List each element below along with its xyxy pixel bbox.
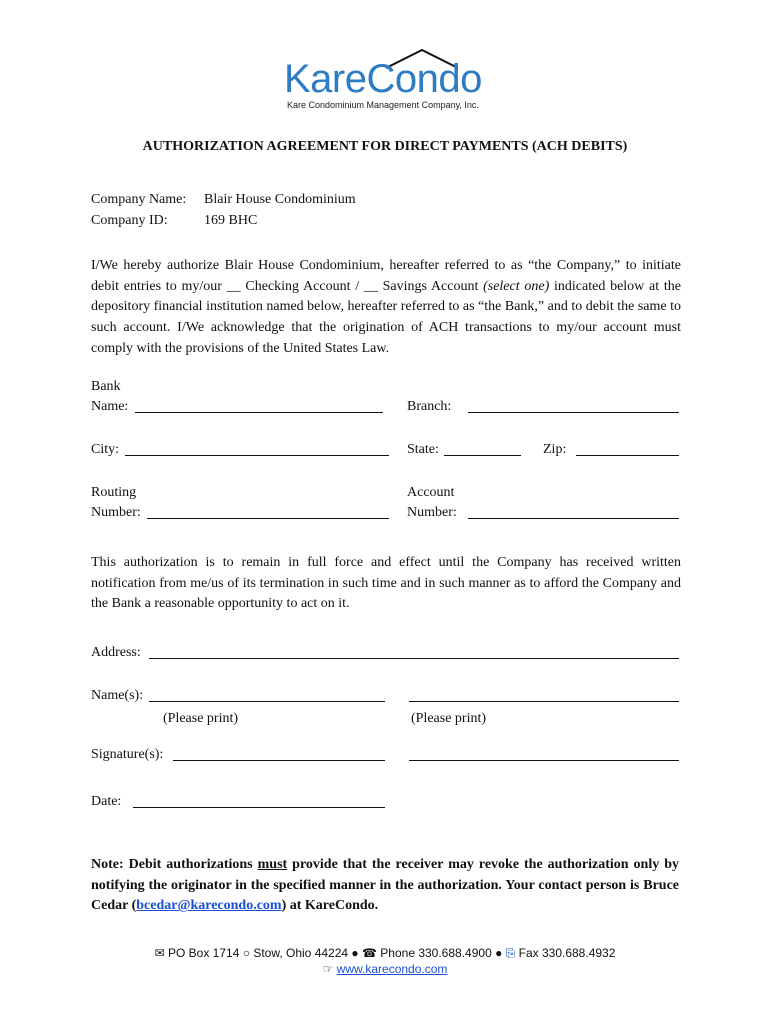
note-middle: provide that the receiver may revoke the authorization only by notifying the originator in the specified manner in the authorization. Your contact person is Bruce Cedar (	[91, 857, 679, 914]
bank-label-line2: Name:	[91, 399, 129, 414]
fax-icon: ⎘	[505, 946, 516, 960]
signature-field-2[interactable]	[409, 760, 679, 761]
note-prefix: Note: Debit authorizations	[91, 857, 258, 872]
circle-separator-icon: ○	[242, 946, 250, 960]
please-print-label-2: (Please print)	[411, 711, 487, 726]
website-link[interactable]: www.karecondo.com	[336, 962, 448, 976]
logo-tagline: Kare Condominium Management Company, Inc.	[287, 100, 479, 110]
please-print-label-1: (Please print)	[163, 711, 239, 726]
footer-po-box: PO Box 1714	[168, 946, 240, 960]
pointing-hand-icon: ☞	[322, 962, 334, 976]
signature-field-1[interactable]	[173, 760, 385, 761]
note-suffix: ) at KareCondo.	[281, 898, 379, 914]
zip-field[interactable]	[576, 455, 679, 456]
routing-label-line1: Routing	[91, 485, 137, 500]
routing-label-line2: Number:	[91, 505, 141, 520]
bullet-separator-icon: ●	[351, 946, 359, 960]
name-field-2[interactable]	[409, 701, 679, 702]
footer-website-line	[0, 962, 770, 976]
authorization-paragraph	[91, 256, 681, 360]
envelope-icon: ✉	[154, 946, 165, 960]
authorization-text-1: I/We hereby authorize Blair House Condominium, hereafter referred to as “the Company,” to initiate debit entries to my/our __ Checking Account / __ Savings Account	[91, 258, 681, 294]
routing-number-field[interactable]	[147, 518, 389, 519]
bullet-separator-icon: ●	[495, 946, 503, 960]
state-field[interactable]	[444, 455, 521, 456]
note-must: must	[257, 857, 288, 872]
logo	[284, 46, 484, 110]
signatures-label: Signature(s):	[91, 747, 164, 762]
company-name-value: Blair House Condominium	[204, 192, 356, 207]
footer-address-line	[0, 946, 770, 961]
name-field-1[interactable]	[149, 701, 385, 702]
city-label: City:	[91, 442, 120, 457]
company-name-label: Company Name:	[91, 192, 187, 207]
footer-phone: Phone 330.688.4900	[380, 946, 492, 960]
note-paragraph	[91, 855, 679, 917]
telephone-icon: ☎	[362, 946, 377, 960]
authorization-text-2: indicated below at the depository financial institution named below, hereafter referred to as “the Bank,” and to debit the same to such account. I/We acknowledge that the origination of ACH transactions to my/our account must comply with the provisions of the United States Law.	[91, 278, 681, 356]
address-label: Address:	[91, 645, 141, 660]
names-label: Name(s):	[91, 688, 144, 703]
company-id-value: 169 BHC	[204, 213, 258, 228]
address-field[interactable]	[149, 658, 679, 659]
branch-label: Branch:	[407, 399, 452, 414]
zip-label: Zip:	[543, 442, 567, 457]
footer-city: Stow, Ohio 44224	[253, 946, 349, 960]
validity-paragraph: This authorization is to remain in full force and effect until the Company has received written notification from me/us of its termination in such time and in such manner as to afford the Company and the Bank a reasonable opportunity to act on it.	[91, 555, 681, 612]
state-label: State:	[407, 442, 439, 457]
account-label-line1: Account	[407, 485, 455, 500]
bank-name-field[interactable]	[135, 412, 383, 413]
footer-fax: Fax 330.688.4932	[518, 946, 616, 960]
account-number-field[interactable]	[468, 518, 679, 519]
city-field[interactable]	[125, 455, 389, 456]
bank-label-line1: Bank	[91, 379, 121, 394]
page-title: AUTHORIZATION AGREEMENT FOR DIRECT PAYMENTS (ACH DEBITS)	[142, 139, 628, 154]
branch-field[interactable]	[468, 412, 679, 413]
contact-email-link[interactable]: bcedar@karecondo.com	[136, 898, 282, 914]
date-field[interactable]	[133, 807, 385, 808]
date-label: Date:	[91, 794, 122, 809]
company-id-label: Company ID:	[91, 213, 168, 228]
account-label-line2: Number:	[407, 505, 457, 520]
authorization-select-one: (select one)	[483, 278, 550, 294]
logo-wordmark: KareCondo	[284, 57, 482, 101]
